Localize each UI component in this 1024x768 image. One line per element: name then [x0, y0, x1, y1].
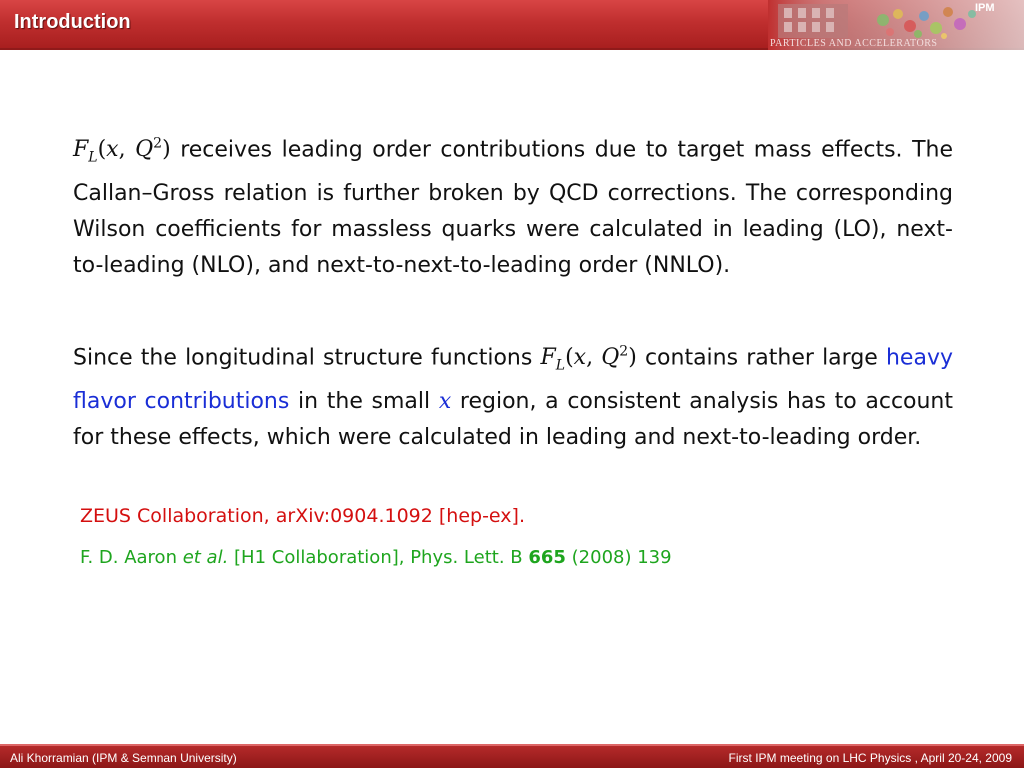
ipm-logo: IPM: [975, 2, 995, 14]
heavy-flavor-link[interactable]: heavy flavor contributions: [73, 345, 953, 414]
paragraph-fl-intro: [73, 126, 953, 284]
fl-expression: $F_L(x$, $Q^2$): [540, 344, 637, 374]
reference-h1[interactable]: F. D. Aaron et al. [H1 Collaboration], Phys. Lett. B 665 (2008) 139: [80, 547, 672, 568]
slide-footer: [0, 744, 1024, 768]
paragraph-text: receives leading order contributions due to target mass effects. The Callan–Gross relation is further broken by QCD corrections. The corresponding Wilson coefficients for massless quarks were calculated in leading (LO), next-to-leading (NLO), and next-to-next-to-leading order (NNLO).: [73, 137, 953, 278]
school-name: PARTICLES AND ACCELERATORS: [770, 38, 938, 49]
x-symbol: x: [438, 388, 452, 414]
footer-event: First IPM meeting on LHC Physics , April 20-24, 2009: [728, 751, 1012, 765]
footer-author: Ali Khorramian (IPM & Semnan University): [10, 751, 237, 765]
reference-zeus[interactable]: ZEUS Collaboration, arXiv:0904.1092 [hep-ex].: [80, 505, 525, 527]
slide-header: [0, 0, 1024, 50]
fl-expression: $F_L(x$, $Q^2$): [73, 136, 171, 166]
slide-title: Introduction: [14, 11, 131, 33]
paragraph-heavy-flavor: Since the longitudinal structure functions $F_L(x$, $Q^2$) contains rather large heavy flavor contributions in the small x region, a consistent analysis has to account for these effects, which were calculated in leading and next-to-leading order.: [73, 344, 954, 450]
